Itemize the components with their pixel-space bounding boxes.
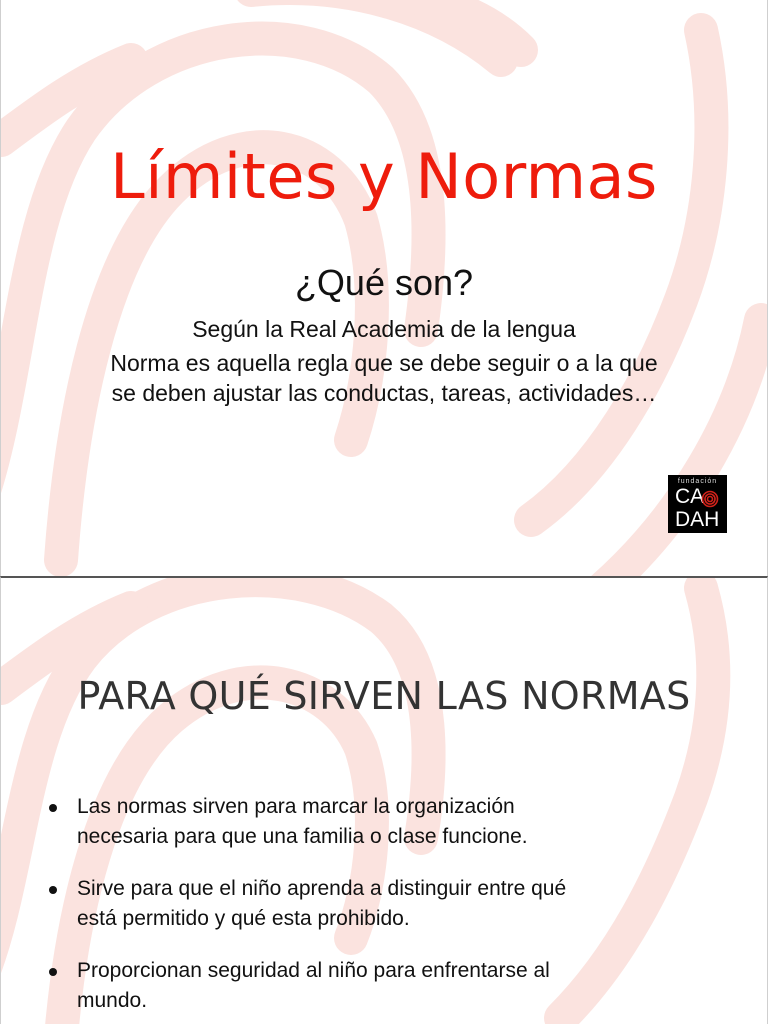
bullet-line-1: Las normas sirven para marcar la organización	[77, 795, 515, 818]
definition-text	[41, 348, 727, 408]
bullet-list	[45, 792, 707, 1024]
cadah-logo	[668, 475, 727, 533]
list-item	[45, 956, 707, 1016]
logo-line-1: CA	[675, 485, 705, 508]
bullet-dot-icon	[49, 804, 57, 812]
fingerprint-icon	[701, 490, 719, 508]
bullet-line-1: Sirve para que el niño aprenda a distinguir entre qué	[77, 877, 567, 900]
slide-title: PARA QUÉ SIRVEN LAS NORMAS	[77, 674, 691, 718]
slide-title: Límites y Normas	[110, 140, 658, 213]
slide-2	[0, 576, 768, 1024]
bullet-line-2: necesaria para que una familia o clase funcione.	[77, 825, 528, 848]
definition-source: Según la Real Academia de la lengua	[192, 316, 576, 342]
list-item	[45, 874, 707, 934]
bullet-dot-icon	[49, 968, 57, 976]
logo-small-text: fundación	[677, 478, 718, 485]
bullet-line-1: Proporcionan seguridad al niño para enfrentarse al	[77, 959, 550, 982]
bullet-line-2: mundo.	[77, 989, 148, 1012]
definition-line-1: Norma es aquella regla que se debe seguir o a la que	[110, 350, 658, 376]
logo-line-2: DAH	[675, 508, 720, 531]
list-item	[45, 792, 707, 852]
definition-line-2: se deben ajustar las conductas, tareas, actividades…	[111, 380, 657, 406]
bullet-dot-icon	[49, 886, 57, 894]
slide-subtitle: ¿Qué son?	[294, 262, 474, 303]
bullet-line-2: está permitido y qué esta prohibido.	[77, 907, 410, 930]
